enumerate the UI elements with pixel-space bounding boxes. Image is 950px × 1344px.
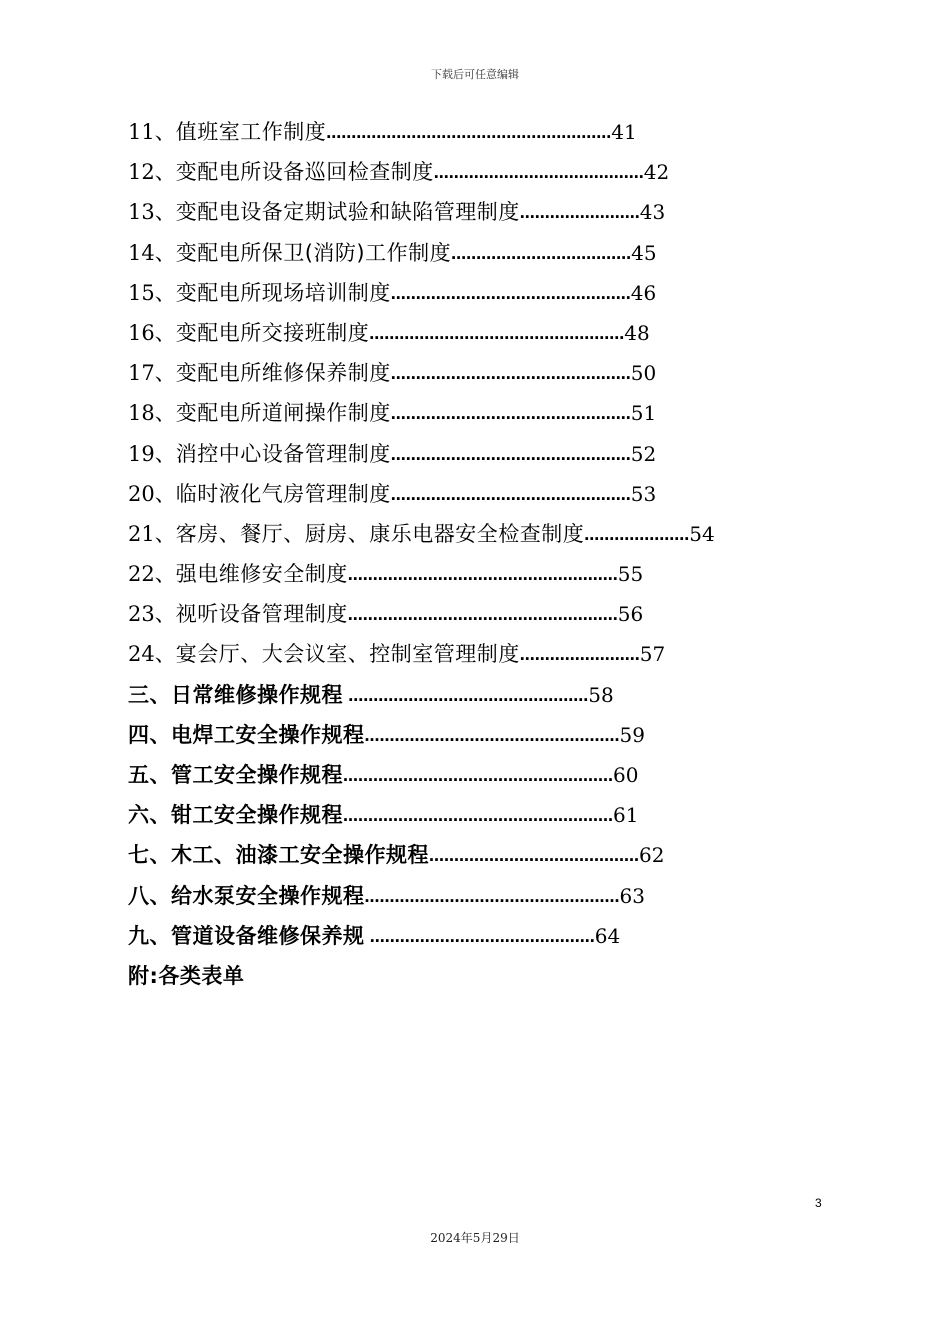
toc-entry-page: 52 — [630, 441, 657, 466]
toc-entry-page: 61 — [613, 803, 639, 828]
toc-entry-leader-dots: ……………………………………………… — [343, 807, 613, 826]
toc-entry-leader-dots: ………………………………………… — [343, 686, 589, 705]
toc-entry[interactable] — [128, 554, 768, 594]
toc-entry-leader-dots: …………………… — [519, 646, 640, 665]
toc-entry-number: 16 — [128, 320, 155, 345]
toc-entry-page: 56 — [617, 602, 644, 627]
toc-entry-page: 54 — [689, 521, 715, 546]
toc-entry-title: 消控中心设备管理制度 — [175, 441, 391, 466]
toc-entry-title: 临时液化气房管理制度 — [175, 481, 391, 506]
toc-entry-title: 变配电所道闸操作制度 — [175, 401, 391, 426]
toc-entry-page: 53 — [630, 481, 657, 506]
toc-entry-title: 变配电所维修保养制度 — [175, 361, 391, 386]
toc-entry-title: 附:各类表单 — [128, 963, 245, 988]
toc-entry-page: 43 — [639, 200, 666, 225]
toc-entry-number: 13 — [128, 200, 155, 225]
toc-entry-title: 变配电所保卫(消防)工作制度 — [175, 240, 452, 265]
toc-entry-leader-dots: ……………………………………………… — [347, 606, 618, 625]
toc-entry-title: 六、钳工安全操作规程 — [128, 803, 343, 828]
toc-entry-page: 62 — [639, 843, 665, 868]
toc-entry[interactable] — [128, 112, 768, 152]
toc-entry-leader-dots: ………………………………………… — [390, 485, 631, 504]
toc-entry-title: 七、木工、油漆工安全操作规程 — [128, 843, 429, 868]
toc-entry[interactable] — [128, 353, 768, 393]
toc-entry-leader-dots: ………………………………………… — [390, 284, 631, 303]
toc-entry-page: 46 — [630, 280, 657, 305]
toc-entry-page: 48 — [624, 320, 650, 345]
toc-entry[interactable] — [128, 393, 768, 433]
toc-entry-title: 九、管道设备维修保养规 — [128, 923, 365, 948]
toc-entry-page: 59 — [619, 722, 645, 747]
table-of-contents — [128, 112, 768, 996]
toc-entry-number: 21 — [128, 521, 155, 546]
toc-entry[interactable] — [128, 835, 768, 875]
toc-entry[interactable] — [128, 192, 768, 232]
toc-entry[interactable] — [128, 956, 768, 996]
toc-entry[interactable] — [128, 233, 768, 273]
toc-entry-separator: 、 — [154, 200, 176, 225]
page-footer-date: 2024年5月29日 — [430, 1231, 520, 1245]
toc-entry-separator: 、 — [154, 320, 176, 345]
toc-entry-title: 八、给水泵安全操作规程 — [128, 883, 365, 908]
toc-entry-number: 18 — [128, 401, 155, 426]
toc-entry[interactable] — [128, 313, 768, 353]
toc-entry-separator: 、 — [154, 160, 176, 185]
toc-entry[interactable] — [128, 594, 768, 634]
toc-entry-number: 22 — [128, 562, 155, 587]
toc-entry-title: 客房、餐厅、厨房、康乐电器安全检查制度 — [175, 521, 585, 546]
toc-entry-title: 视听设备管理制度 — [175, 602, 348, 627]
toc-entry-title: 变配电所交接班制度 — [175, 320, 370, 345]
toc-entry-separator: 、 — [154, 562, 176, 587]
toc-entry-page: 58 — [588, 682, 614, 707]
toc-entry-leader-dots: ………………………………………… — [390, 365, 631, 384]
toc-entry[interactable] — [128, 675, 768, 715]
toc-entry-leader-dots: ………………………………………… — [390, 445, 631, 464]
toc-entry[interactable] — [128, 273, 768, 313]
toc-entry-separator: 、 — [154, 602, 176, 627]
toc-entry[interactable] — [128, 795, 768, 835]
page-number: 3 — [815, 1196, 822, 1210]
toc-entry-leader-dots: ……………………………………………… — [343, 767, 613, 785]
toc-entry[interactable] — [128, 916, 768, 956]
toc-entry-title: 值班室工作制度 — [175, 120, 327, 144]
toc-entry-page: 41 — [611, 120, 637, 144]
toc-entry-title: 强电维修安全制度 — [175, 562, 348, 587]
toc-entry-number: 17 — [128, 361, 155, 386]
toc-entry-number: 11 — [128, 120, 155, 144]
toc-entry[interactable] — [128, 434, 768, 474]
toc-entry-separator: 、 — [154, 642, 176, 667]
toc-entry-number: 19 — [128, 441, 155, 466]
toc-entry-page: 55 — [617, 562, 644, 587]
toc-entry-separator: 、 — [154, 361, 176, 386]
toc-entry-leader-dots: …………………… — [519, 204, 640, 223]
toc-entry-number: 15 — [128, 280, 155, 305]
toc-entry-title: 四、电焊工安全操作规程 — [128, 722, 365, 747]
toc-entry-page: 64 — [594, 923, 621, 948]
toc-entry-title: 变配电所设备巡回检查制度 — [175, 160, 434, 185]
toc-entry-page: 60 — [613, 763, 639, 787]
toc-entry-page: 63 — [619, 883, 645, 908]
toc-entry-number: 24 — [128, 642, 155, 667]
toc-entry-leader-dots: ………………… — [584, 525, 690, 544]
toc-entry-title: 宴会厅、大会议室、控制室管理制度 — [175, 642, 520, 667]
toc-entry-leader-dots: …………………………………… — [433, 164, 644, 183]
toc-entry-separator: 、 — [154, 481, 176, 506]
toc-entry-leader-dots: …………………………………………… — [364, 726, 620, 745]
toc-entry[interactable] — [128, 514, 768, 554]
toc-entry[interactable] — [128, 634, 768, 674]
toc-entry[interactable] — [128, 755, 768, 795]
toc-entry-title: 变配电所现场培训制度 — [175, 280, 391, 305]
toc-entry-separator: 、 — [154, 120, 176, 144]
toc-entry-leader-dots: …………………………………… — [429, 847, 639, 866]
toc-entry-page: 45 — [631, 240, 657, 265]
toc-entry[interactable] — [128, 152, 768, 192]
toc-entry-leader-dots: ……………………………………………… — [347, 566, 618, 585]
toc-entry-number: 20 — [128, 481, 155, 506]
toc-entry-leader-dots: …………………………………………… — [364, 887, 620, 906]
toc-entry-separator: 、 — [154, 280, 176, 305]
toc-entry-separator: 、 — [154, 521, 176, 546]
toc-entry[interactable] — [128, 715, 768, 755]
toc-entry-separator: 、 — [154, 441, 176, 466]
toc-entry-leader-dots: ……………………………… — [451, 244, 632, 263]
toc-entry-leader-dots: ………………………………………………… — [326, 124, 612, 142]
toc-entry-number: 23 — [128, 602, 155, 627]
toc-entry-number: 12 — [128, 160, 155, 185]
toc-entry-page: 50 — [630, 361, 657, 386]
toc-entry[interactable] — [128, 474, 768, 514]
toc-entry-separator: 、 — [154, 401, 176, 426]
toc-entry-page: 42 — [643, 160, 670, 185]
toc-entry-separator: 、 — [154, 240, 176, 265]
toc-entry-title: 三、日常维修操作规程 — [128, 682, 343, 707]
toc-entry-number: 14 — [128, 240, 155, 265]
toc-entry-title: 五、管工安全操作规程 — [128, 763, 343, 787]
toc-entry-leader-dots: ………………………………………… — [390, 405, 631, 424]
toc-entry-leader-dots: …………………………………………… — [369, 324, 625, 343]
toc-entry-page: 51 — [630, 401, 657, 426]
page-header: 下载后可任意编辑 — [431, 68, 519, 81]
toc-entry-leader-dots: ……………………………………… — [364, 927, 595, 946]
toc-entry[interactable] — [128, 876, 768, 916]
toc-entry-title: 变配电设备定期试验和缺陷管理制度 — [175, 200, 520, 225]
toc-entry-page: 57 — [639, 642, 666, 667]
